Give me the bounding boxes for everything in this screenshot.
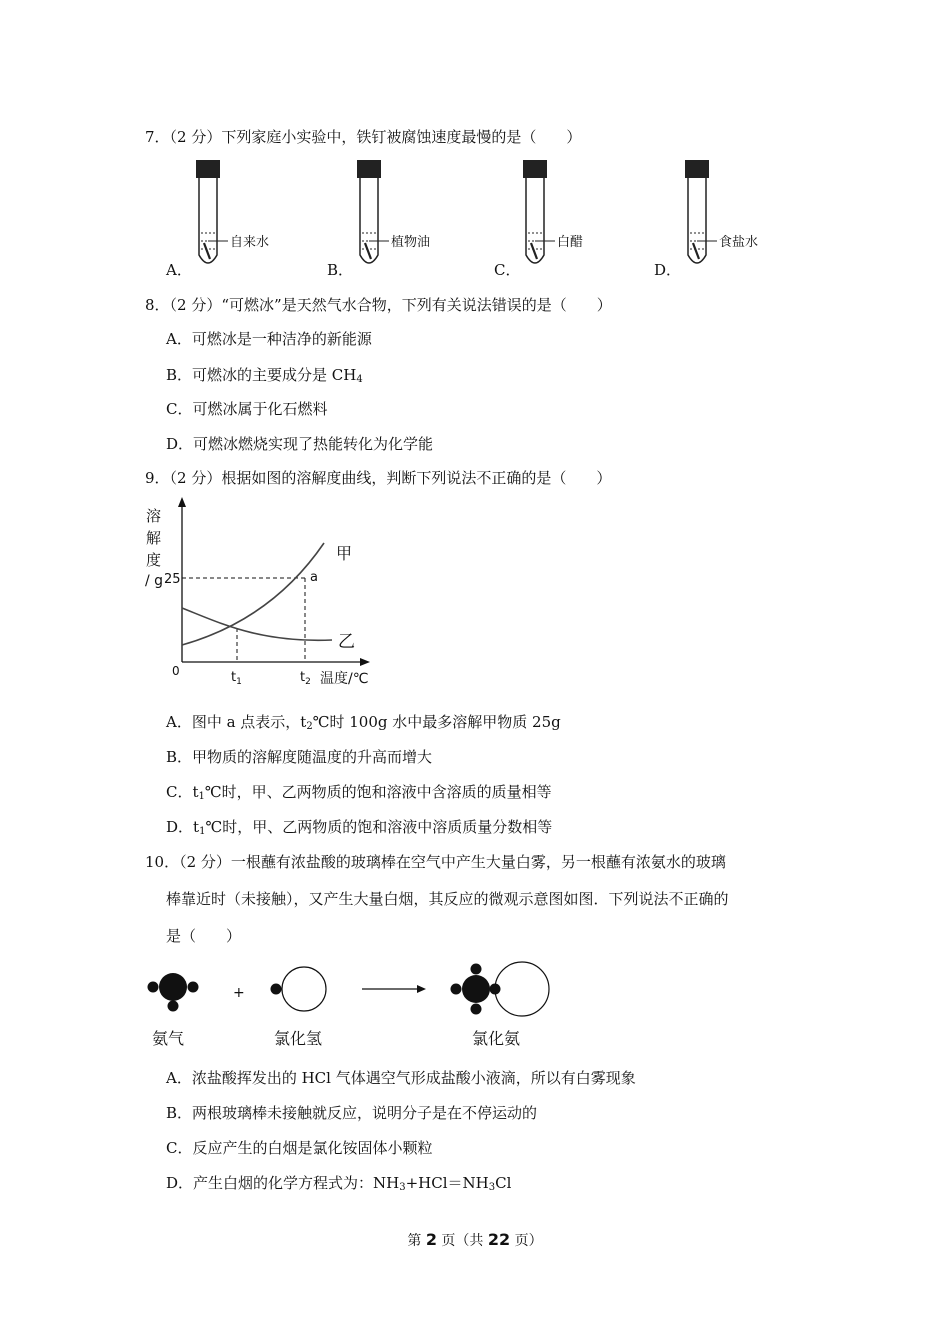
page-number: 2	[425, 1230, 437, 1249]
q8-option-d: D．可燃冰燃烧实现了热能转化为化学能	[166, 435, 434, 453]
q8-option-b	[166, 364, 363, 385]
q7-stem: 7．（2 分）下列家庭小实验中，铁钉被腐蚀速度最慢的是（ ）	[145, 128, 582, 146]
q10-option-c: C．反应产生的白烟是氯化铵固体小颗粒	[166, 1139, 433, 1157]
q10-stem-line-3: 是（ ）	[166, 927, 242, 945]
curve-yi	[182, 608, 332, 640]
subscript: 2	[306, 721, 313, 732]
x-tick-t1: $t_1$	[231, 670, 242, 687]
tube-d-label: 食盐水	[719, 235, 759, 250]
series-jia-label: 甲	[336, 544, 353, 563]
subscript: 3	[488, 1182, 496, 1193]
test-tube-a	[196, 160, 228, 263]
q10-option-d-text-2: +HCl＝NH	[405, 1174, 489, 1192]
ammonia-molecule	[148, 973, 199, 1012]
q9-option-d	[166, 816, 552, 837]
test-tube-c	[523, 160, 555, 263]
test-tube-b	[357, 160, 389, 263]
tube-b-label: 植物油	[391, 235, 431, 250]
q9-option-c-text-1: C．t	[166, 783, 199, 801]
curve-jia	[182, 543, 324, 645]
q9-option-a-text-1: A．图中 a 点表示，t	[166, 713, 307, 731]
q10-option-b: B．两根玻璃棒未接触就反应，说明分子是在不停运动的	[166, 1104, 538, 1122]
q9-option-a	[166, 711, 561, 732]
product-molecule	[451, 962, 550, 1016]
footer-text-1: 第	[407, 1233, 426, 1249]
page-footer	[0, 1230, 950, 1250]
q10-option-a: A．浓盐酸挥发出的 HCl 气体遇空气形成盐酸小液滴，所以有白雾现象	[166, 1069, 636, 1087]
q8-option-b-text: B．可燃冰的主要成分是 CH	[166, 366, 357, 384]
reaction-microscopic-diagram	[140, 955, 570, 1055]
label-hcl: 氯化氢	[274, 1029, 323, 1048]
tube-c-label: 白醋	[557, 235, 584, 250]
plus-sign: +	[233, 985, 245, 1001]
subscript: 1	[198, 791, 205, 802]
y-tick-25: 25	[164, 572, 181, 587]
footer-text-2: 页（共	[436, 1233, 488, 1249]
q8-stem: 8．（2 分）“可燃冰”是天然气水合物，下列有关说法错误的是（ ）	[145, 296, 612, 314]
total-pages: 22	[487, 1230, 511, 1249]
q10-stem-line-1: 10．（2 分）一根蘸有浓盐酸的玻璃棒在空气中产生大量白雾，另一根蘸有浓氨水的玻璃	[145, 853, 726, 871]
q9-stem: 9．（2 分）根据如图的溶解度曲线，判断下列说法不正确的是（ ）	[145, 469, 612, 487]
subscript: 4	[356, 374, 363, 385]
q7-option-c: C．	[494, 261, 521, 279]
point-a-label: a	[310, 570, 318, 585]
q10-option-d-text-1: D．产生白烟的化学方程式为：NH	[166, 1174, 400, 1192]
q8-option-a: A．可燃冰是一种洁净的新能源	[166, 330, 372, 348]
subscript: 1	[199, 826, 206, 837]
q7-option-b: B．	[327, 261, 354, 279]
q8-option-c: C．可燃冰属于化石燃料	[166, 400, 328, 418]
test-tube-d	[685, 160, 717, 263]
q10-option-d-text-3: Cl	[495, 1174, 512, 1192]
q10-stem-line-2: 棒靠近时（未接触），又产生大量白烟，其反应的微观示意图如图．下列说法不正确的	[166, 890, 729, 908]
x-axis-label: 温度/℃	[320, 671, 369, 687]
q9-option-a-text-2: ℃时 100g 水中最多溶解甲物质 25g	[312, 713, 561, 731]
subscript: 3	[399, 1182, 406, 1193]
label-ammonia: 氨气	[152, 1029, 185, 1048]
q7-option-a: A．	[166, 261, 192, 279]
origin-label: 0	[172, 664, 180, 678]
y-axis-label-1: 溶	[146, 507, 162, 525]
q7-option-d: D．	[654, 261, 682, 279]
y-axis-label-2: 解	[146, 529, 162, 547]
footer-text-3: 页）	[510, 1233, 543, 1249]
x-tick-t2: $t_2$	[300, 670, 311, 687]
solubility-curve-graph	[140, 495, 380, 690]
q9-option-d-text-1: D．t	[166, 818, 200, 836]
q9-option-d-text-2: ℃时，甲、乙两物质的饱和溶液中溶质质量分数相等	[205, 818, 553, 836]
y-axis-label-3: 度	[146, 551, 162, 569]
y-axis-unit: / g	[145, 573, 164, 589]
q9-option-b: B．甲物质的溶解度随温度的升高而增大	[166, 748, 433, 766]
q7-test-tubes-figure	[160, 155, 800, 280]
label-product: 氯化氨	[472, 1029, 521, 1048]
tube-a-label: 自来水	[230, 235, 270, 250]
hcl-molecule	[271, 967, 327, 1011]
q9-option-c-text-2: ℃时，甲、乙两物质的饱和溶液中含溶质的质量相等	[204, 783, 552, 801]
series-yi-label: 乙	[338, 632, 355, 652]
q10-option-d	[166, 1172, 511, 1193]
q9-option-c	[166, 781, 552, 802]
